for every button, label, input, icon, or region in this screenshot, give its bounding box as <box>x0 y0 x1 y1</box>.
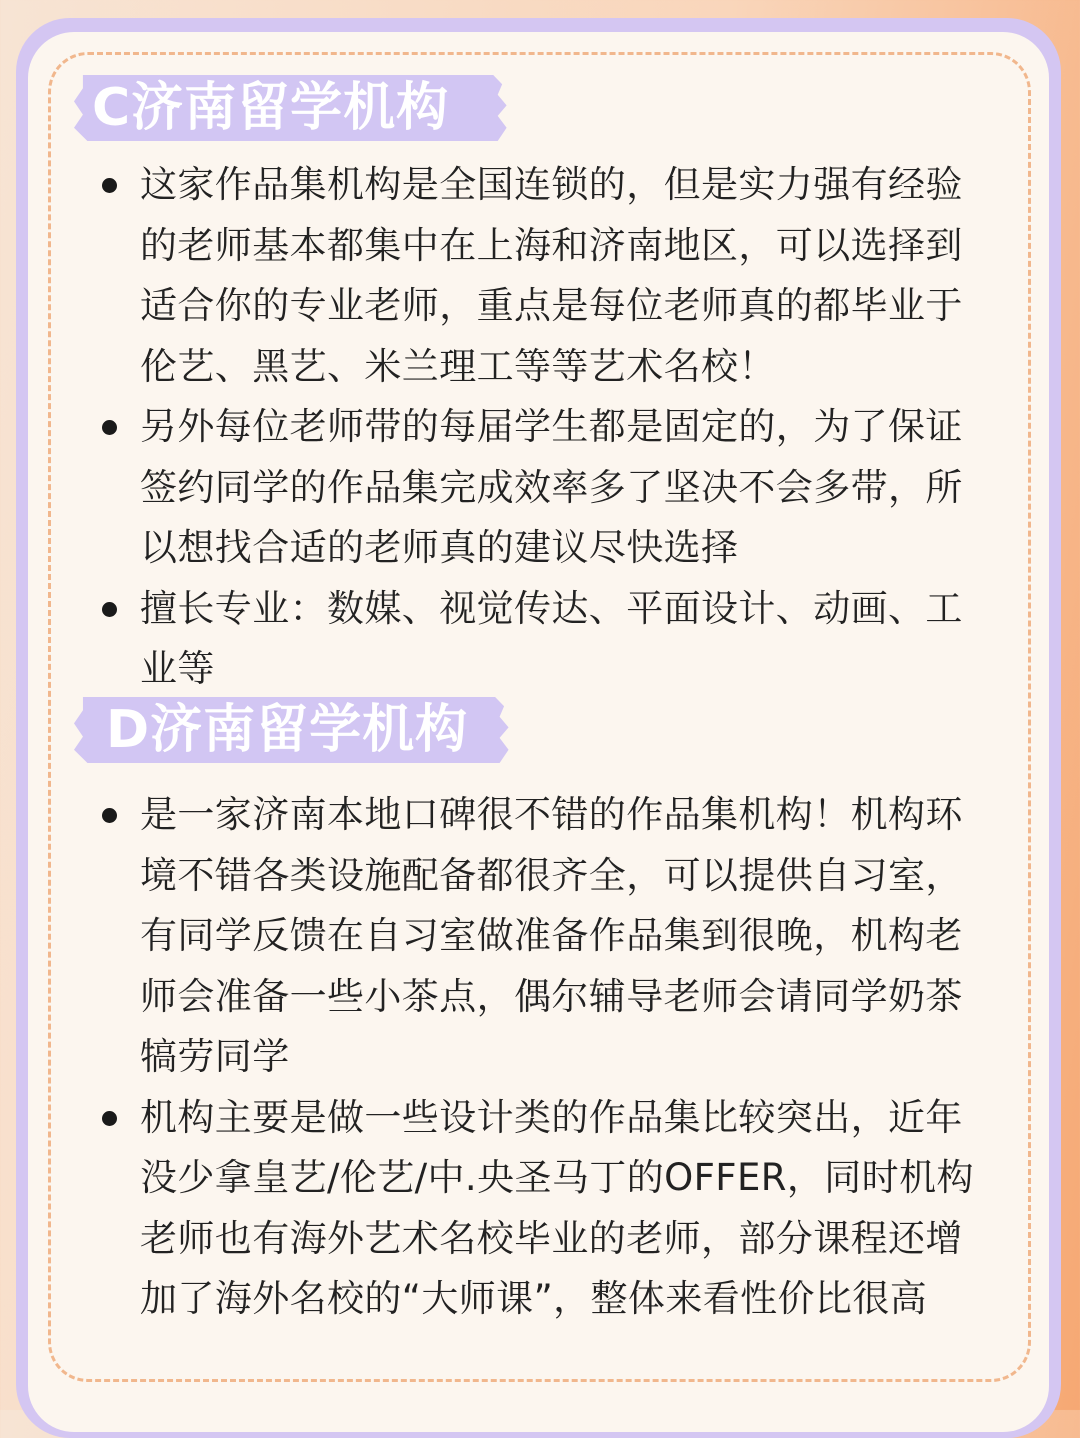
list-item <box>96 785 996 1088</box>
list-item-text: 机构主要是做一些设计类的作品集比较突出，近年没少拿皇艺/伦艺/中.央圣马丁的OFFER，同时机构老师也有海外艺术名校毕业的老师，部分课程还增加了海外名校的“大师课”，整体来看性价比很高 <box>140 1095 974 1320</box>
bullet-icon <box>102 808 117 823</box>
section-c-list <box>96 155 996 700</box>
bullet-icon <box>102 420 117 435</box>
bullet-icon <box>102 602 117 617</box>
section-d-list <box>96 785 996 1330</box>
section-c-title: C济南留学机构 <box>92 78 450 138</box>
list-item-text: 是一家济南本地口碑很不错的作品集机构！机构环境不错各类设施配备都很齐全，可以提供自习室，有同学反馈在自习室做准备作品集到很晚，机构老师会准备一些小茶点，偶尔辅导老师会请同学奶茶犒劳同学 <box>140 793 963 1078</box>
section-d-title: D济南留学机构 <box>106 700 469 760</box>
list-item-text: 另外每位老师带的每届学生都是固定的，为了保证签约同学的作品集完成效率多了坚决不会多带，所以想找合适的老师真的建议尽快选择 <box>140 405 963 569</box>
bullet-icon <box>102 178 117 193</box>
bullet-icon <box>102 1111 117 1126</box>
list-item <box>96 397 996 579</box>
list-item-text: 擅长专业：数媒、视觉传达、平面设计、动画、工业等 <box>140 586 963 690</box>
list-item <box>96 1088 996 1330</box>
list-item-text: 这家作品集机构是全国连锁的，但是实力强有经验的老师基本都集中在上海和济南地区，可以选择到适合你的专业老师，重点是每位老师真的都毕业于伦艺、黑艺、米兰理工等等艺术名校！ <box>140 163 963 388</box>
list-item <box>96 579 996 700</box>
list-item <box>96 155 996 397</box>
